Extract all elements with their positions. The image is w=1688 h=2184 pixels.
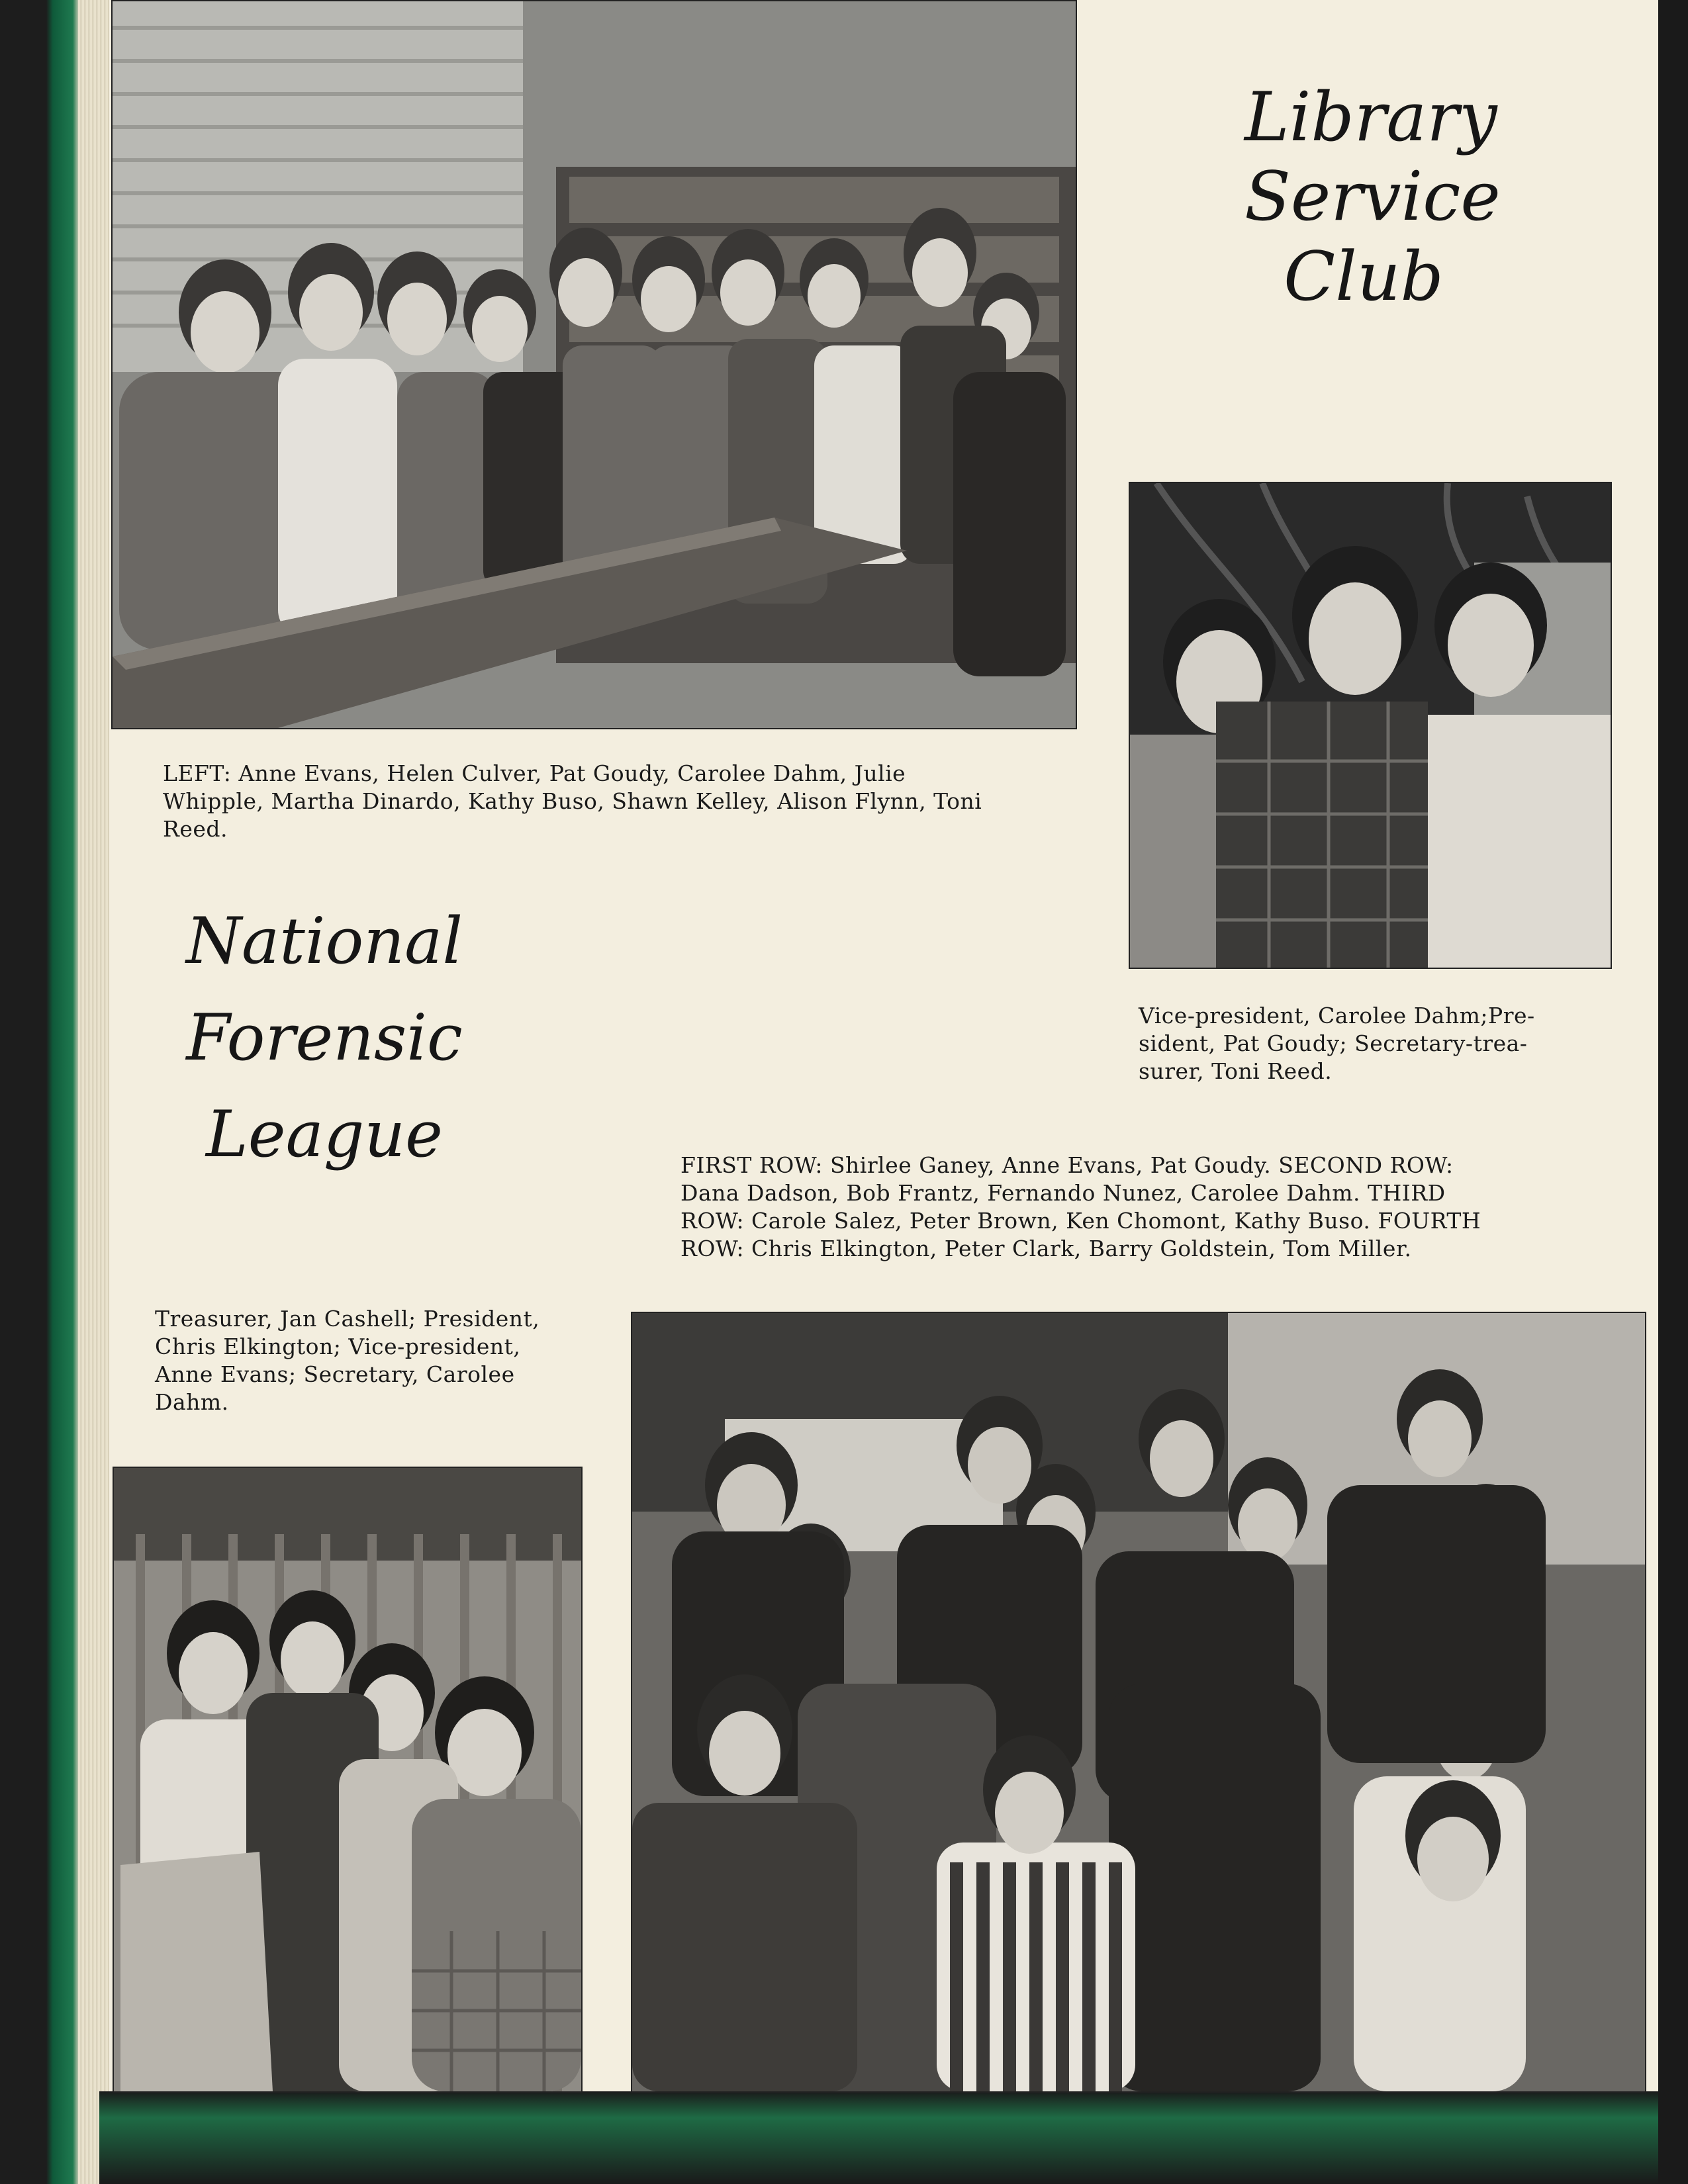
forensic-league-title: [185, 893, 463, 1183]
forensic-group-caption-line: FIRST ROW: Shirlee Ganey, Anne Evans, Pat Goudy. SECOND ROW:: [680, 1152, 1454, 1178]
forensic-title-line-2: Forensic: [186, 1000, 463, 1075]
forensic-officers-caption-line: Dahm.: [155, 1389, 229, 1415]
forensic-officers-photo: [113, 1467, 583, 2093]
library-officers-caption: [1139, 1002, 1615, 1085]
library-group-caption-line: Whipple, Martha Dinardo, Kathy Buso, Shawn Kelley, Alison Flynn, Toni: [163, 788, 982, 814]
library-title-line-1: Library: [1244, 78, 1497, 157]
library-club-group-photo: [111, 0, 1077, 729]
library-officers-caption-line: sident, Pat Goudy; Secretary-trea-: [1139, 1030, 1528, 1056]
forensic-officers-caption: [155, 1305, 618, 1416]
scan-border-right: [1658, 0, 1688, 2184]
library-officers-caption-line: surer, Toni Reed.: [1139, 1058, 1333, 1084]
forensic-group-caption-line: ROW: Carole Salez, Peter Brown, Ken Chomont, Kathy Buso. FOURTH: [680, 1208, 1481, 1234]
forensic-officers-caption-line: Anne Evans; Secretary, Carolee: [155, 1361, 515, 1387]
forensic-group-caption-line: ROW: Chris Elkington, Peter Clark, Barry Goldstein, Tom Miller.: [680, 1236, 1412, 1261]
library-group-caption: [163, 760, 1063, 843]
scan-border-bottom: [99, 2091, 1658, 2184]
library-officers-caption-line: Vice-president, Carolee Dahm;Pre-: [1139, 1003, 1535, 1028]
library-title-line-3: Club: [1284, 237, 1444, 316]
forensic-title-line-1: National: [185, 904, 463, 978]
library-group-caption-line: LEFT: Anne Evans, Helen Culver, Pat Goudy, Carolee Dahm, Julie: [163, 760, 906, 786]
forensic-league-group-photo: [631, 1312, 1646, 2093]
library-officers-photo: [1129, 482, 1612, 969]
library-title-line-2: Service: [1244, 158, 1501, 237]
forensic-title-line-3: League: [206, 1097, 443, 1171]
forensic-group-caption-line: Dana Dadson, Bob Frantz, Fernando Nunez, Carolee Dahm. THIRD: [680, 1180, 1446, 1206]
forensic-officers-caption-line: Chris Elkington; Vice-president,: [155, 1334, 521, 1359]
forensic-group-caption: [680, 1152, 1607, 1263]
library-club-title: [1244, 78, 1501, 317]
page-edges: [78, 0, 111, 2184]
forensic-officers-caption-line: Treasurer, Jan Cashell; President,: [155, 1306, 540, 1332]
library-group-caption-line: Reed.: [163, 816, 228, 842]
